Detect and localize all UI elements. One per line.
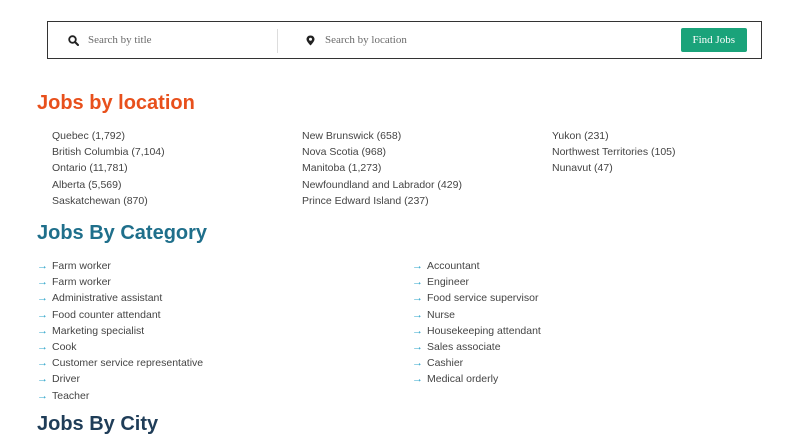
category-item[interactable] [37,274,203,290]
arrow-right-icon: → [37,260,48,272]
arrow-right-icon: → [412,373,423,386]
category-item[interactable] [412,339,541,355]
category-item[interactable] [412,290,541,306]
arrow-right-icon: → [37,341,48,354]
category-list-col-1 [37,258,203,404]
arrow-right-icon: → [37,373,48,386]
arrow-right-icon: → [37,357,48,370]
arrow-right-icon: → [412,357,423,370]
category-item[interactable] [37,339,203,355]
map-pin-icon [305,35,316,46]
jobs-by-category-heading: Jobs By Category [37,222,208,244]
location-link[interactable]: Manitoba (1,273) [302,162,382,175]
location-search-field[interactable] [305,22,495,58]
arrow-right-icon: → [37,308,48,321]
category-item[interactable] [37,323,203,339]
arrow-right-icon: → [37,324,48,337]
arrow-right-icon: → [37,276,48,289]
category-link[interactable]: Food counter attendant [52,308,161,321]
location-link[interactable]: Saskatchewan (870) [52,194,148,207]
category-item[interactable] [412,323,541,339]
location-list-col-2 [302,128,462,209]
category-item[interactable] [37,355,203,371]
location-item[interactable] [302,128,462,144]
location-item[interactable] [302,193,462,209]
category-link[interactable]: Medical orderly [427,373,499,386]
location-item[interactable] [302,177,462,193]
location-link[interactable]: Quebec (1,792) [52,130,125,142]
arrow-right-icon: → [412,292,423,305]
location-search-input[interactable] [325,34,495,46]
category-item[interactable] [37,290,203,306]
arrow-right-icon: → [37,389,48,402]
arrow-right-icon: → [412,260,423,272]
category-link[interactable]: Driver [52,373,80,386]
category-item[interactable] [412,307,541,323]
category-link[interactable]: Nurse [427,308,456,321]
category-link[interactable]: Housekeeping attendant [427,324,541,337]
category-link[interactable]: Engineer [427,276,470,289]
arrow-right-icon: → [412,324,423,337]
location-link[interactable]: Nova Scotia (968) [302,146,387,159]
category-item[interactable] [37,371,203,387]
arrow-right-icon: → [412,308,423,321]
location-item[interactable] [552,160,676,176]
location-item[interactable] [552,128,676,144]
location-list-col-3 [552,128,676,177]
location-link[interactable]: Northwest Territories (105) [552,146,676,159]
category-link[interactable]: Farm worker [52,276,111,289]
location-list-col-1 [52,128,165,209]
category-item[interactable] [37,307,203,323]
location-item[interactable] [552,144,676,160]
category-link[interactable]: Farm worker [52,260,111,272]
search-icon [68,35,79,46]
find-jobs-button[interactable]: Find Jobs [681,28,748,52]
title-search-field[interactable] [68,22,258,58]
location-item[interactable] [302,144,462,160]
category-link[interactable]: Food service supervisor [427,292,539,305]
jobs-by-location-heading: Jobs by location [37,92,195,114]
category-link[interactable]: Teacher [52,389,90,402]
arrow-right-icon: → [412,341,423,354]
category-item[interactable] [37,388,203,404]
category-item[interactable] [412,355,541,371]
category-list-col-2 [412,258,541,388]
location-item[interactable] [52,177,165,193]
jobs-by-city-heading: Jobs By City [37,413,159,435]
location-item[interactable] [52,193,165,209]
location-link[interactable]: Nunavut (47) [552,162,613,175]
location-item[interactable] [52,128,165,144]
category-link[interactable]: Cook [52,341,77,354]
category-item[interactable] [37,258,203,274]
category-item[interactable] [412,274,541,290]
location-link[interactable]: Yukon (231) [552,130,609,142]
arrow-right-icon: → [412,276,423,289]
location-item[interactable] [52,160,165,176]
location-item[interactable] [52,144,165,160]
search-divider [277,29,278,53]
title-search-input[interactable] [88,34,258,46]
category-link[interactable]: Marketing specialist [52,324,145,337]
job-search-bar [47,21,762,59]
category-link[interactable]: Accountant [427,260,480,272]
location-link[interactable]: Alberta (5,569) [52,178,122,191]
arrow-right-icon: → [37,292,48,305]
location-link[interactable]: Newfoundland and Labrador (429) [302,178,462,191]
category-link[interactable]: Sales associate [427,341,501,354]
category-item[interactable] [412,258,541,274]
category-item[interactable] [412,371,541,387]
category-link[interactable]: Administrative assistant [52,292,163,305]
location-link[interactable]: Prince Edward Island (237) [302,194,429,207]
location-item[interactable] [302,160,462,176]
location-link[interactable]: British Columbia (7,104) [52,146,165,159]
category-link[interactable]: Customer service representative [52,357,204,370]
category-link[interactable]: Cashier [427,357,464,370]
location-link[interactable]: Ontario (11,781) [52,162,128,175]
location-link[interactable]: New Brunswick (658) [302,130,402,142]
